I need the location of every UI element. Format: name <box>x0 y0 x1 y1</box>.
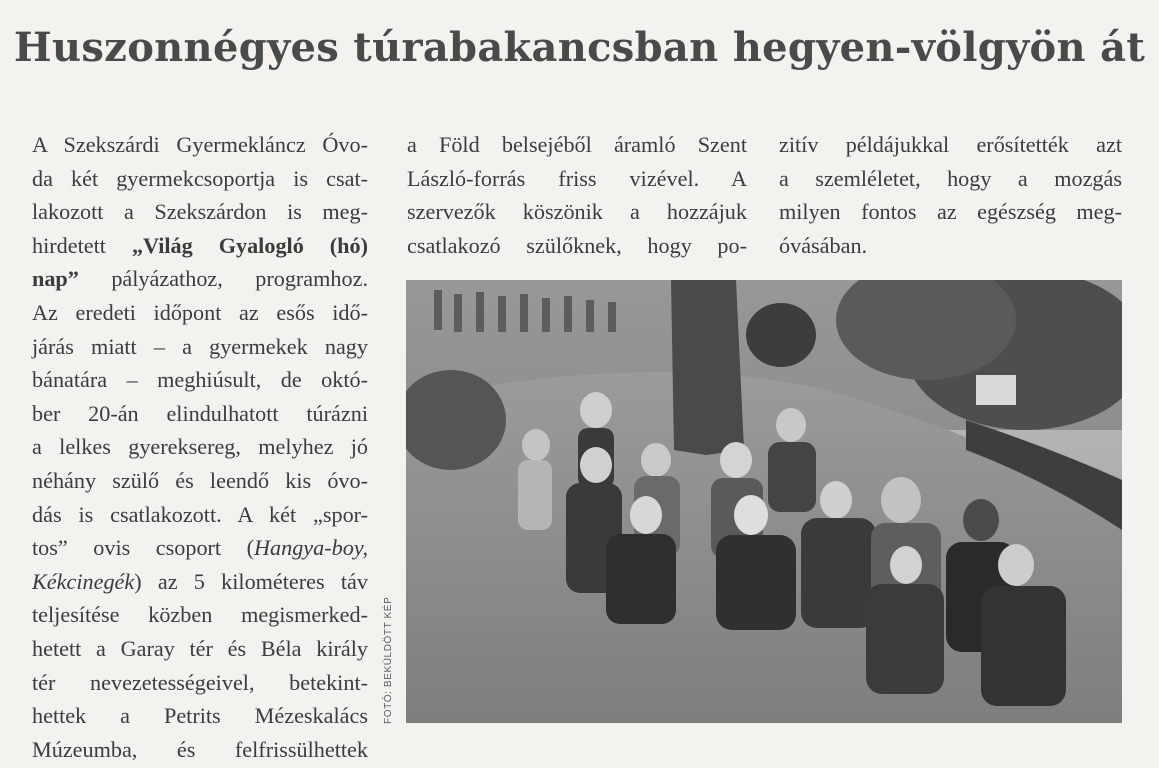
text-line: csatlakozó szülőknek, hogy po- <box>407 232 747 258</box>
text-line: óvásában. <box>779 232 868 258</box>
text-line <box>32 229 368 263</box>
text-line: Múzeumba, és felfrissülhettek <box>32 736 368 762</box>
event-name-bold: nap” <box>32 266 79 292</box>
event-name-bold: „Világ Gyalogló (hó) <box>131 232 369 258</box>
text-line: A Szekszárdi Gyermekláncz Óvo- <box>32 132 368 157</box>
text-line: a Föld belsejéből áramló Szent <box>407 132 747 157</box>
text-line: a szemléletet, hogy a mozgás <box>779 165 1122 191</box>
text-line <box>32 262 368 296</box>
text-line: lakozott a Szekszárdon is meg- <box>32 199 368 225</box>
article-title: Huszonnégyes túrabakancsban hegyen-völgyön át <box>13 24 1146 71</box>
text-line: tér nevezetességeivel, betekint- <box>32 669 368 695</box>
group-name-italic: Hangya-boy, <box>254 535 368 561</box>
text-line: milyen fontos az egészség meg- <box>779 199 1122 225</box>
text-line: hettek a Petrits Mézeskalács <box>32 703 368 729</box>
text-line <box>32 531 368 565</box>
text-line <box>32 565 368 599</box>
text-run: tos” ovis csoport ( <box>32 535 254 561</box>
group-name-italic: Kékcinegék <box>32 568 135 594</box>
text-line: néhány szülő és leendő kis óvo- <box>32 467 368 493</box>
text-line: ber 20-án elindulhatott túrázni <box>32 400 368 426</box>
photo-credit: FOTÓ: BEKÜLDÖTT KÉP <box>383 596 394 724</box>
text-line: járás miatt – a gyermekek nagy <box>32 333 368 359</box>
text-line: bánatára – meghiúsult, de októ- <box>32 367 368 393</box>
text-run: pályázathoz, programhoz. <box>78 266 368 292</box>
text-line: szervezők köszönik a hozzájuk <box>407 199 747 225</box>
text-line: zitív példájukkal erősítették azt <box>779 132 1122 157</box>
text-line: Az eredeti időpont az esős idő- <box>32 299 368 325</box>
text-run: hirdetett <box>32 232 132 258</box>
text-line: da két gyermekcsoportja is csat- <box>32 165 368 191</box>
text-line: László-forrás friss vizével. A <box>407 165 747 191</box>
text-line: teljesítése közben megismerked- <box>32 602 368 628</box>
article-photo <box>406 280 1122 723</box>
article-column-2 <box>407 128 747 262</box>
article-column-3 <box>779 128 1122 262</box>
photo-illustration <box>406 280 1122 723</box>
text-line: a lelkes gyereksereg, melyhez jó <box>32 434 368 460</box>
text-run: ) az 5 kilométeres táv <box>134 568 368 594</box>
article-column-1 <box>32 128 368 766</box>
text-line: hetett a Garay tér és Béla király <box>32 635 368 661</box>
text-line: dás is csatlakozott. A két „spor- <box>32 501 368 527</box>
